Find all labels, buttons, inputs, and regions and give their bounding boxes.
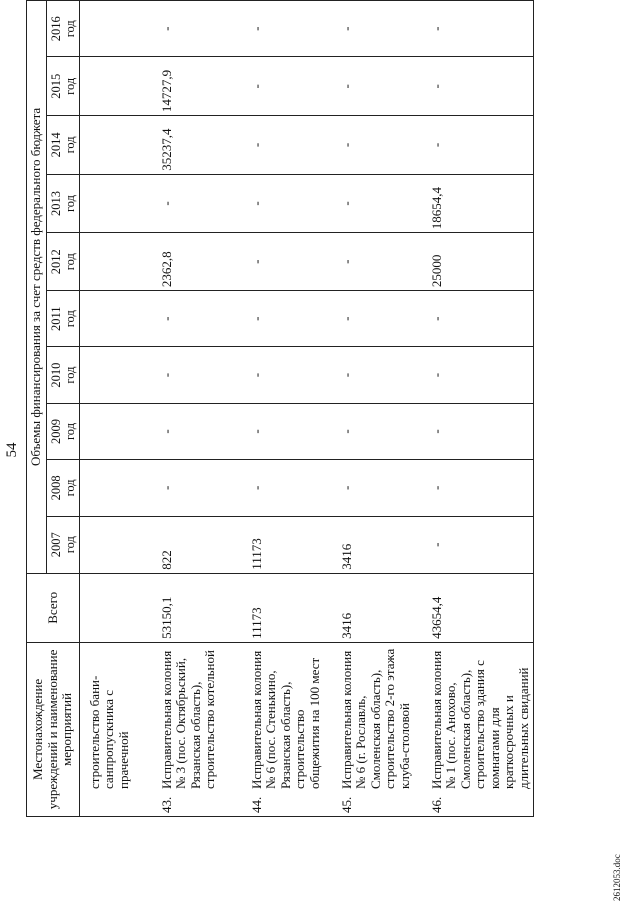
cell-year-value: [79, 233, 154, 291]
cell-total: 43654,4: [424, 573, 534, 642]
cell-year-value: -: [244, 291, 334, 347]
cell-year-value: -: [244, 174, 334, 233]
header-year-0: [46, 516, 79, 573]
header-year-word: год: [62, 479, 77, 497]
header-year-3: [46, 347, 79, 403]
header-year-number: 2010: [48, 362, 63, 388]
funding-table: [26, 0, 534, 817]
cell-total: [79, 573, 154, 642]
cell-item-name: [424, 642, 534, 816]
header-year-word: год: [62, 20, 77, 38]
header-year-word: год: [62, 536, 77, 554]
header-year-number: 2016: [48, 16, 63, 42]
item-number: 44.: [248, 796, 264, 813]
header-year-7: [46, 116, 79, 175]
header-year-6: [46, 174, 79, 233]
cell-year-value: 18654,4: [424, 174, 534, 233]
cell-year-value: [79, 174, 154, 233]
header-year-number: 2007: [48, 532, 63, 558]
item-title: Исправительная колония № 1 (пос. Анохово, Смоленская область), строительство здания с комнатами для краткосрочных и длительных свиданий: [428, 650, 531, 789]
cell-year-value: -: [334, 233, 424, 291]
table-row: [244, 1, 334, 817]
header-year-number: 2012: [48, 249, 63, 275]
cell-year-value: 35237,4: [154, 116, 244, 175]
item-title: Исправительная колония № 6 (г. Рославль, Смоленская область), строительство 2-го этажа клуба-столовой: [338, 648, 412, 789]
cell-year-value: -: [424, 403, 534, 459]
table-row: [154, 1, 244, 817]
table-row: [334, 1, 424, 817]
cell-year-value: -: [154, 174, 244, 233]
header-year-1: [46, 460, 79, 516]
item-title: Исправительная колония № 6 (пос. Стенькино, Рязанская область), строительство общежития на 100 мест: [248, 650, 322, 789]
item-number: 46.: [428, 796, 444, 813]
cell-total: 53150,1: [154, 573, 244, 642]
cell-year-value: -: [424, 1, 534, 57]
table-body: [79, 1, 534, 817]
cell-year-value: [79, 116, 154, 175]
cell-year-value: -: [244, 403, 334, 459]
cell-year-value: -: [244, 57, 334, 116]
cell-year-value: -: [244, 460, 334, 516]
header-year-word: год: [62, 422, 77, 441]
cell-year-value: 14727,9: [154, 57, 244, 116]
item-title: Исправительная колония № 3 (пос. Октябрьский, Рязанская область), строительство котельной: [158, 650, 218, 789]
cell-total: 3416: [334, 573, 424, 642]
cell-year-value: -: [334, 403, 424, 459]
cell-year-value: -: [334, 347, 424, 403]
header-year-word: год: [62, 253, 77, 271]
header-year-word: год: [62, 194, 77, 213]
header-funding-group: Объемы финансирования за счет средств федерального бюджета: [27, 1, 47, 574]
cell-year-value: -: [244, 116, 334, 175]
cell-year-value: [79, 1, 154, 57]
table-row: [424, 1, 534, 817]
header-year-number: 2011: [48, 306, 63, 331]
header-year-word: год: [62, 310, 77, 328]
cell-year-value: [79, 516, 154, 573]
header-year-number: 2015: [48, 73, 63, 99]
cell-year-value: -: [424, 57, 534, 116]
cell-year-value: -: [154, 460, 244, 516]
page-number: 54: [4, 442, 20, 458]
cell-year-value: -: [424, 347, 534, 403]
cell-year-value: [79, 291, 154, 347]
header-year-number: 2009: [48, 418, 63, 444]
cell-year-value: -: [334, 174, 424, 233]
header-year-number: 2013: [48, 191, 63, 216]
item-title: строительство бани-санпропускника с прачечной: [86, 675, 131, 789]
cell-year-value: -: [424, 291, 534, 347]
header-year-word: год: [62, 77, 77, 95]
cell-total: 11173: [244, 573, 334, 642]
cell-item-name: [244, 642, 334, 816]
cell-year-value: [79, 347, 154, 403]
cell-year-value: -: [334, 1, 424, 57]
item-number: 45.: [338, 796, 354, 813]
cell-year-value: -: [424, 116, 534, 175]
cell-year-value: -: [424, 516, 534, 573]
header-year-5: [46, 233, 79, 291]
item-number: 43.: [158, 796, 174, 813]
cell-item-name: [334, 642, 424, 816]
cell-year-value: -: [334, 460, 424, 516]
header-name-column: Местонахождение учреждений и наименование мероприятий: [27, 642, 80, 816]
cell-year-value: [79, 403, 154, 459]
cell-item-name: [154, 642, 244, 816]
document-code: 2612053.doc: [612, 854, 622, 901]
header-year-word: год: [62, 136, 77, 154]
header-year-9: [46, 1, 79, 57]
cell-year-value: -: [334, 57, 424, 116]
header-total-column: Всего: [27, 573, 80, 642]
cell-year-value: -: [334, 116, 424, 175]
header-year-number: 2014: [48, 132, 63, 158]
header-year-word: год: [62, 366, 77, 384]
header-year-4: [46, 291, 79, 347]
cell-year-value: 25000: [424, 233, 534, 291]
cell-year-value: -: [424, 460, 534, 516]
item-number: [88, 789, 132, 813]
cell-year-value: 3416: [334, 516, 424, 573]
header-year-number: 2008: [48, 475, 63, 501]
cell-year-value: -: [334, 291, 424, 347]
cell-year-value: [79, 57, 154, 116]
cell-year-value: -: [244, 233, 334, 291]
cell-year-value: [79, 460, 154, 516]
cell-year-value: -: [154, 291, 244, 347]
cell-year-value: 822: [154, 516, 244, 573]
header-year-2: [46, 403, 79, 459]
cell-year-value: -: [154, 1, 244, 57]
cell-item-name: [79, 642, 154, 816]
cell-year-value: -: [154, 403, 244, 459]
cell-year-value: -: [154, 347, 244, 403]
cell-year-value: -: [244, 1, 334, 57]
cell-year-value: 11173: [244, 516, 334, 573]
cell-year-value: 2362,8: [154, 233, 244, 291]
cell-year-value: -: [244, 347, 334, 403]
header-year-8: [46, 57, 79, 116]
table-row: [79, 1, 154, 817]
